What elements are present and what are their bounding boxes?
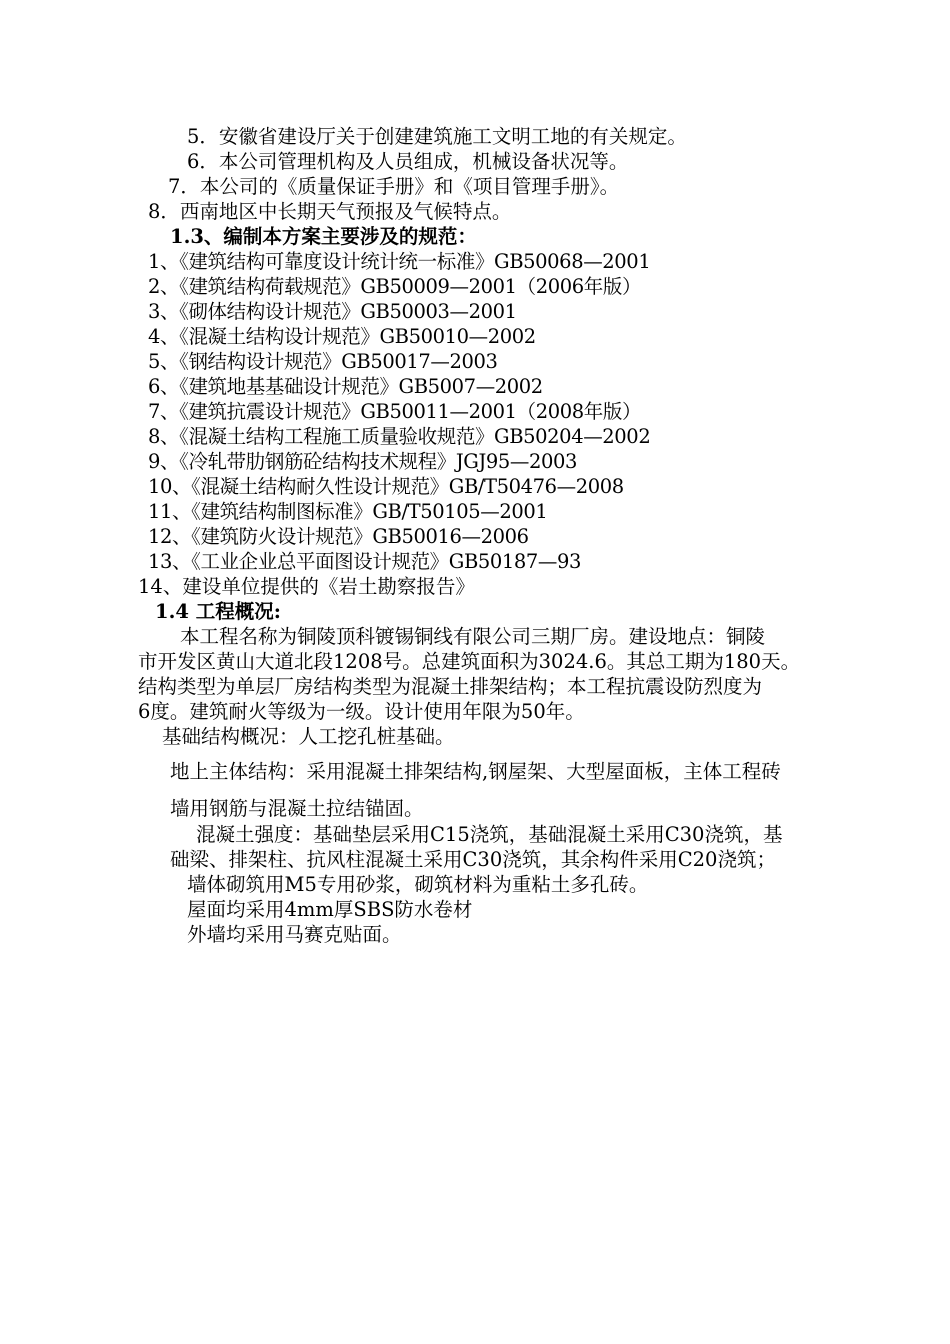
- spec-item: 1、《建筑结构可靠度设计统计统一标准》GB50068—2001: [148, 250, 651, 273]
- concrete-strength-line: 础梁、排架柱、抗风柱混凝土采用C30浇筑，其余构件采用C20浇筑；: [170, 848, 776, 871]
- spec-item: 4、《混凝土结构设计规范》GB50010—2002: [148, 325, 536, 348]
- spec-item: 13、《工业企业总平面图设计规范》GB50187—93: [148, 550, 582, 573]
- masonry-line: 墙体砌筑用M5专用砂浆，砌筑材料为重粘土多孔砖。: [187, 873, 649, 896]
- spec-item: 7、《建筑抗震设计规范》GB50011—2001（2008年版）: [148, 400, 642, 423]
- superstructure-line: 地上主体结构：采用混凝土排架结构,钢屋架、大型屋面板，主体工程砖: [170, 760, 781, 783]
- spec-item: 6、《建筑地基基础设计规范》GB5007—2002: [148, 375, 543, 398]
- spec-item: 8、《混凝土结构工程施工质量验收规范》GB50204—2002: [148, 425, 651, 448]
- concrete-strength-line: 混凝土强度：基础垫层采用C15浇筑，基础混凝土采用C30浇筑，基: [196, 823, 783, 846]
- spec-item: 12、《建筑防火设计规范》GB50016—2006: [148, 525, 529, 548]
- overview-line: 6度。建筑耐火等级为一级。设计使用年限为50年。: [138, 700, 585, 723]
- overview-line: 结构类型为单层厂房结构类型为混凝土排架结构；本工程抗震设防烈度为: [138, 675, 763, 698]
- basis-item-8: 8．西南地区中长期天气预报及气候特点。: [148, 200, 512, 223]
- basis-item-6: 6．本公司管理机构及人员组成，机械设备状况等。: [187, 150, 629, 173]
- spec-item: 2、《建筑结构荷载规范》GB50009—2001（2006年版）: [148, 275, 642, 298]
- section-heading-1-3: 1.3、编制本方案主要涉及的规范：: [170, 225, 477, 248]
- section-heading-1-4: 1.4 工程概况:: [155, 600, 281, 623]
- spec-item: 5、《钢结构设计规范》GB50017—2003: [148, 350, 498, 373]
- roof-line: 屋面均采用4mm厚SBS防水卷材: [187, 898, 473, 921]
- overview-line: 本工程名称为铜陵顶科镀锡铜线有限公司三期厂房。建设地点：铜陵: [180, 625, 766, 648]
- basis-item-7: 7．本公司的《质量保证手册》和《项目管理手册》。: [168, 175, 620, 198]
- spec-item: 9、《冷轧带肋钢筋砼结构技术规程》JGJ95—2003: [148, 450, 578, 473]
- spec-item: 11、《建筑结构制图标准》GB/T50105—2001: [148, 500, 548, 523]
- overview-line: 市开发区黄山大道北段1208号。总建筑面积为3024.6。其总工期为180天。: [138, 650, 801, 673]
- spec-item: 3、《砌体结构设计规范》GB50003—2001: [148, 300, 517, 323]
- basis-item-5: 5．安徽省建设厅关于创建建筑施工文明工地的有关规定。: [187, 125, 687, 148]
- spec-item: 14、建设单位提供的《岩土勘察报告》: [138, 575, 475, 598]
- spec-item: 10、《混凝土结构耐久性设计规范》GB/T50476—2008: [148, 475, 624, 498]
- exterior-wall-line: 外墙均采用马赛克贴面。: [187, 923, 402, 946]
- foundation-summary: 基础结构概况：人工挖孔桩基础。: [162, 725, 455, 748]
- superstructure-line: 墙用钢筋与混凝土拉结锚固。: [170, 797, 424, 820]
